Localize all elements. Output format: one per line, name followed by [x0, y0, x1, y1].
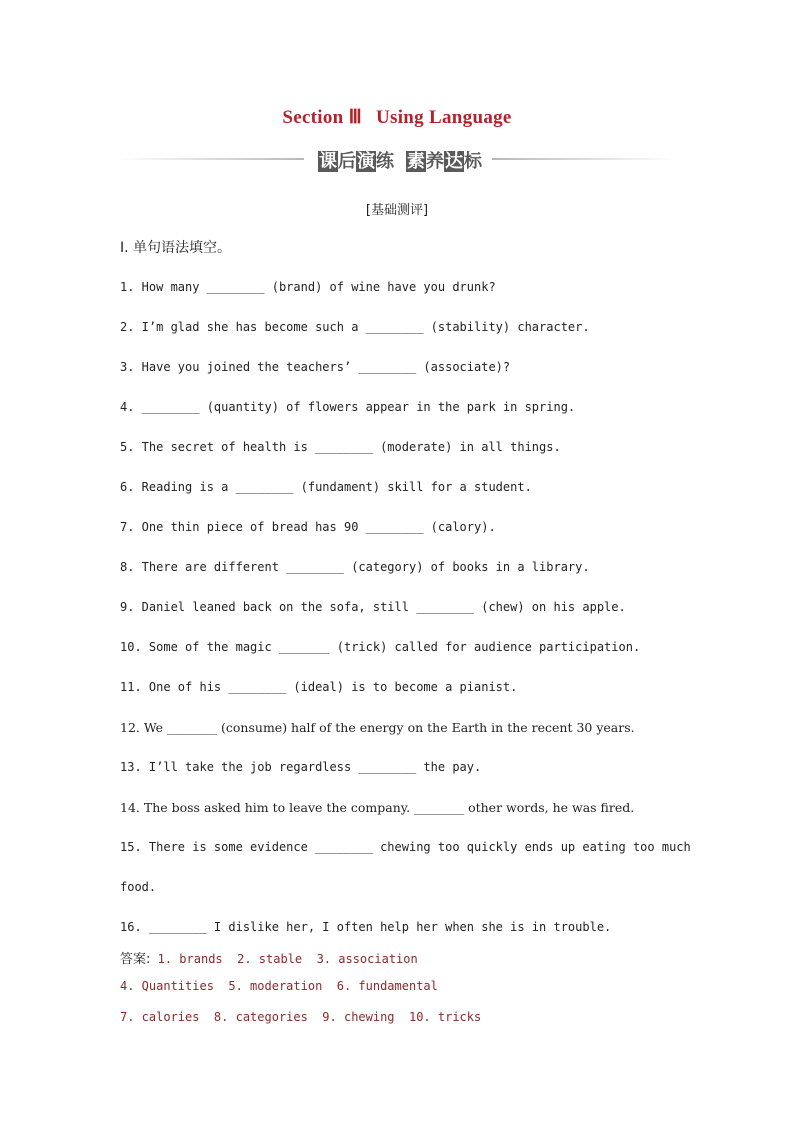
title-section-name: Using Language	[376, 107, 512, 128]
answer-label: 答案:	[120, 952, 151, 967]
banner-char-boxed: 达	[445, 151, 463, 172]
question-item: 14. The boss asked him to leave the company. ________ other words, he was fired.	[120, 800, 635, 815]
page-title	[0, 106, 794, 129]
question-item: 8. There are different ________ (category) of books in a library.	[120, 560, 590, 574]
question-item: 16. ________ I dislike her, I often help her when she is in trouble.	[120, 920, 612, 934]
question-item: 5. The secret of health is ________ (moderate) in all things.	[120, 440, 561, 454]
question-item: 1. How many ________ (brand) of wine have you drunk?	[120, 280, 496, 294]
banner-char: 标	[464, 151, 482, 172]
answer-values: 4. Quantities 5. moderation 6. fundamental	[120, 979, 438, 993]
question-item: 15. There is some evidence ________ chewing too quickly ends up eating too much	[120, 840, 691, 854]
question-item: 13. I’ll take the job regardless ________ the pay.	[120, 760, 482, 774]
question-item: 12. We ________ (consume) half of the energy on the Earth in the recent 30 years.	[120, 720, 635, 735]
question-item: 6. Reading is a ________ (fundament) skill for a student.	[120, 480, 532, 494]
banner-rule-right	[492, 158, 678, 160]
banner-char-boxed: 素	[407, 151, 425, 172]
question-item: 2. I’m glad she has become such a ________ (stability) character.	[120, 320, 590, 334]
answer-line	[120, 979, 438, 993]
question-item: 10. Some of the magic _______ (trick) called for audience participation.	[120, 640, 641, 654]
question-item: 9. Daniel leaned back on the sofa, still ________ (chew) on his apple.	[120, 600, 626, 614]
banner-char: 后	[338, 151, 356, 172]
answer-line	[120, 948, 418, 967]
banner-text	[312, 147, 488, 173]
exercise-heading: Ⅰ. 单句语法填空。	[120, 240, 232, 256]
question-item-continuation: food.	[120, 880, 157, 894]
banner-char: 练	[376, 151, 394, 172]
answer-values: 1. brands 2. stable 3. association	[157, 952, 418, 966]
banner-rule-left	[118, 158, 304, 160]
subsection-label: [基础测评]	[365, 203, 429, 218]
question-item: 4. ________ (quantity) of flowers appear in the park in spring.	[120, 400, 576, 414]
section-banner	[118, 146, 678, 172]
question-item: 3. Have you joined the teachers’ ________ (associate)?	[120, 360, 511, 374]
banner-char: 养	[426, 151, 444, 172]
question-item: 11. One of his ________ (ideal) is to become a pianist.	[120, 680, 518, 694]
title-section-number: Section Ⅲ	[282, 107, 362, 128]
question-item: 7. One thin piece of bread has 90 ________ (calory).	[120, 520, 496, 534]
banner-char-boxed: 演	[357, 151, 375, 172]
banner-char-boxed: 课	[319, 151, 337, 172]
answer-values: 7. calories 8. categories 9. chewing 10. tricks	[120, 1010, 482, 1024]
answer-line	[120, 1010, 481, 1024]
